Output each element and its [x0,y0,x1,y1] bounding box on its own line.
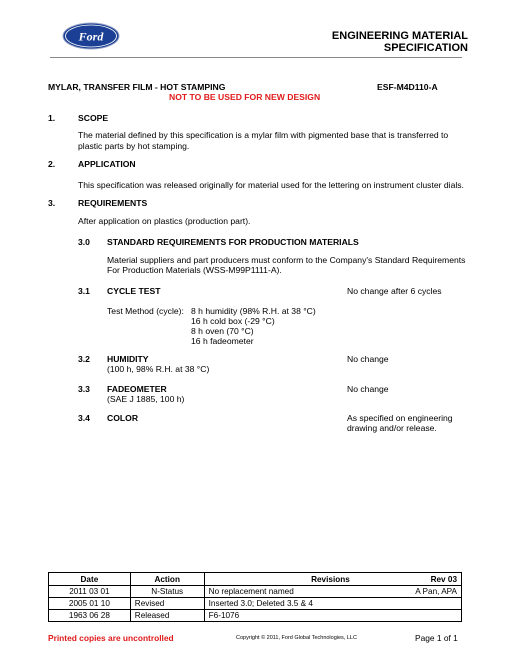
section-number: 1. [48,113,56,123]
row-date: 1963 06 28 [49,610,131,622]
header-divider [50,57,462,58]
humidity-result: No change [347,354,389,364]
application-text: This specification was released originally for material used for the lettering on instrument cluster dials. [78,180,464,190]
row-description: Inserted 3.0; Deleted 3.5 & 4 [204,598,354,610]
fadeometer-result: No change [347,384,389,394]
standard-requirements-text: For Production Materials (WSS-M99P1111-A). [107,265,282,275]
color-result: As specified on engineering [347,413,453,423]
scope-text: plastic parts by hot stamping. [78,141,190,151]
test-method-step: 8 h oven (70 °C) [191,326,254,336]
section-number: 3. [48,198,56,208]
requirements-text: After application on plastics (production part). [78,216,251,226]
cycle-test-result: No change after 6 cycles [347,286,442,296]
header-revisions: Revisions [204,573,354,586]
row-description: F6-1076 [204,610,354,622]
section-title-application: APPLICATION [78,159,136,169]
header-action: Action [130,573,204,586]
row-description: No replacement named [204,586,354,598]
test-method-step: 16 h cold box (-29 °C) [191,316,275,326]
row-author [354,598,462,610]
subsection-title-fadeometer: FADEOMETER [107,384,167,394]
subsection-number: 3.4 [78,413,90,423]
table-row [49,610,462,622]
color-result: drawing and/or release. [347,423,437,433]
subsection-title-cycle-test: CYCLE TEST [107,286,161,296]
subsection-number: 3.3 [78,384,90,394]
subsection-title-color: COLOR [107,413,139,423]
document-type-title: ENGINEERING MATERIAL SPECIFICATION [331,30,468,54]
scope-text: The material defined by this specification is a mylar film with pigmented base that is transferred to [78,130,449,140]
row-author [354,610,462,622]
section-number: 2. [48,159,56,169]
subsection-title-humidity: HUMIDITY [107,354,149,364]
humidity-conditions: (100 h, 98% R.H. at 38 °C) [107,364,210,374]
page-number: Page 1 of 1 [415,633,458,643]
table-row [49,586,462,598]
fadeometer-conditions: (SAE J 1885, 100 h) [107,394,185,404]
copyright-notice: Copyright © 2011, Ford Global Technologies, LLC [236,635,357,641]
revision-table-header [49,573,462,586]
section-title-scope: SCOPE [78,113,109,123]
svg-text:Ford: Ford [78,29,104,44]
table-row [49,598,462,610]
header-date: Date [49,573,131,586]
row-date: 2011 03 01 [49,586,131,598]
subsection-number: 3.2 [78,354,90,364]
row-action: Revised [130,598,204,610]
spec-subject: MYLAR, TRANSFER FILM - HOT STAMPING [48,82,226,92]
uncontrolled-copy-notice: Printed copies are uncontrolled [48,633,174,643]
row-action: Released [130,610,204,622]
header-rev: Rev 03 [354,573,462,586]
warning-notice: NOT TO BE USED FOR NEW DESIGN [169,92,321,102]
section-title-requirements: REQUIREMENTS [78,198,148,208]
subsection-number: 3.0 [78,237,90,247]
test-method-label: Test Method (cycle): [107,306,184,316]
row-date: 2005 01 10 [49,598,131,610]
subsection-number: 3.1 [78,286,90,296]
ford-logo [62,22,120,50]
subsection-title-standard-requirements: STANDARD REQUIREMENTS FOR PRODUCTION MATERIALS [107,237,359,247]
row-action: N-Status [130,586,204,598]
standard-requirements-text: Material suppliers and part producers must conform to the Company's Standard Requirements [107,255,466,265]
revision-table [48,572,462,622]
row-author: A Pan, APA [354,586,462,598]
test-method-step: 8 h humidity (98% R.H. at 38 °C) [191,306,316,316]
test-method-step: 16 h fadeometer [191,336,254,346]
spec-code: ESF-M4D110-A [377,82,438,92]
